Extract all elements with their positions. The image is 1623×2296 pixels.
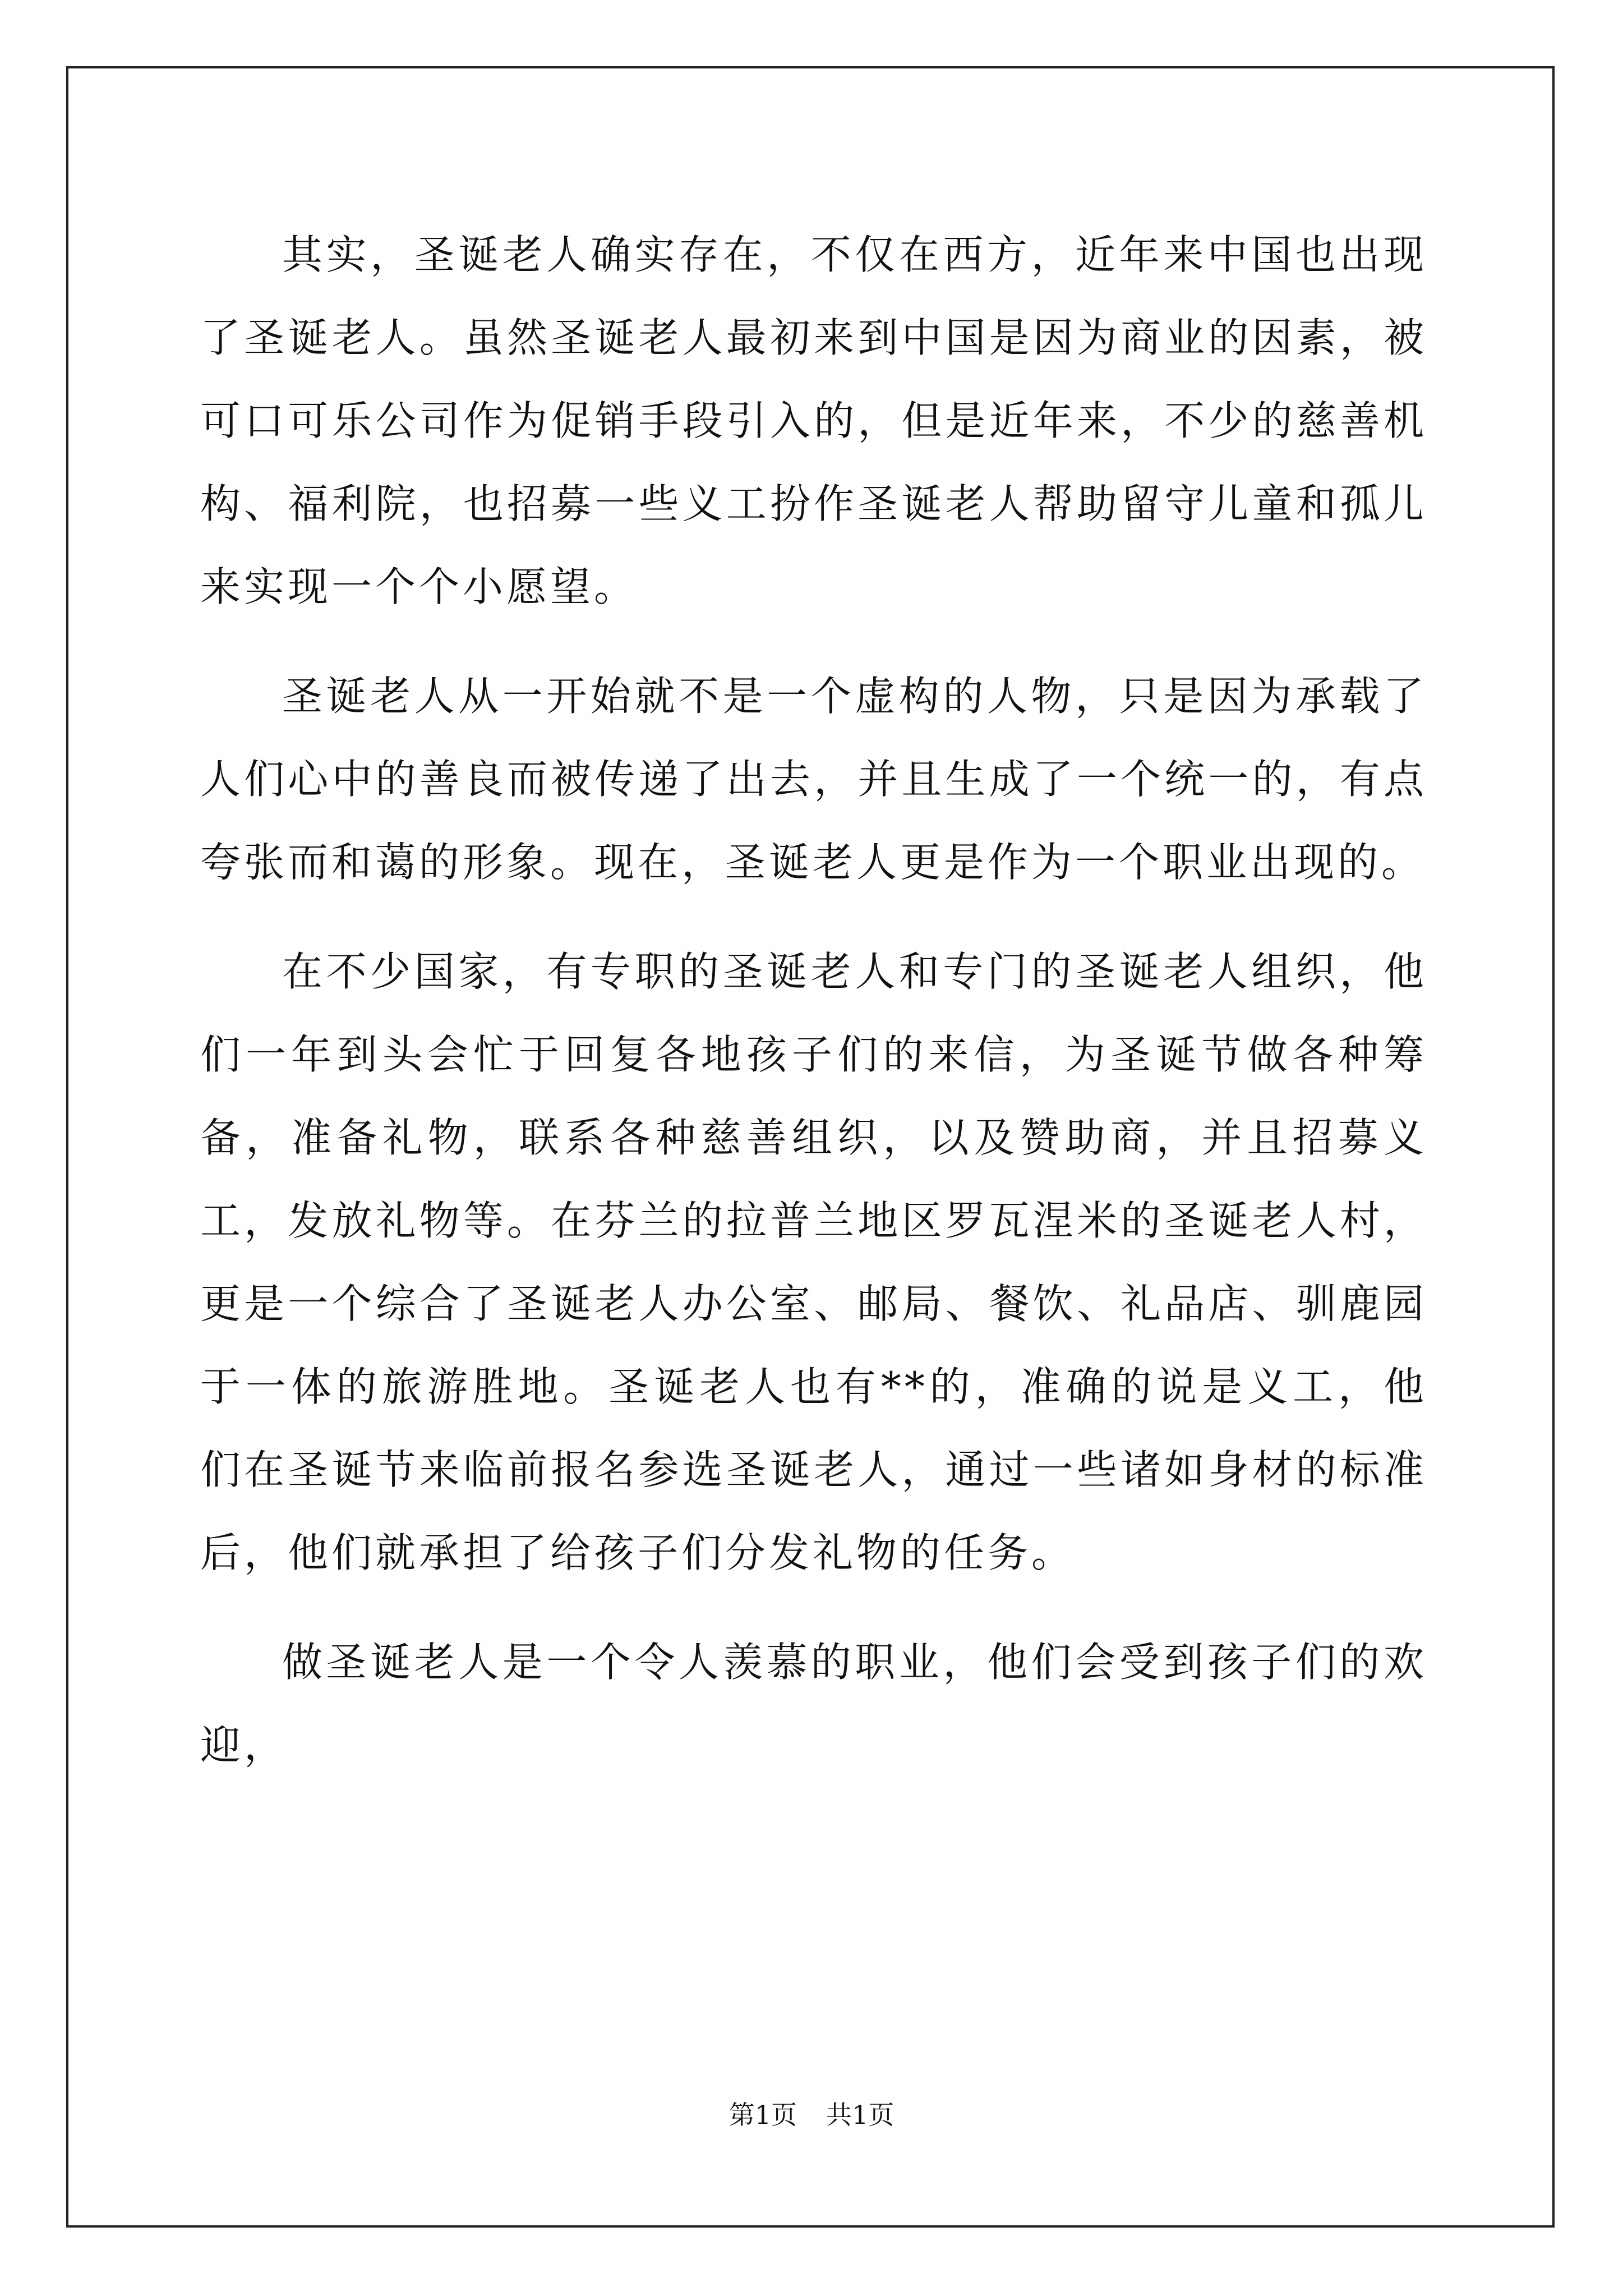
paragraph-2: 圣诞老人从一开始就不是一个虚构的人物，只是因为承载了人们心中的善良而被传递了出去，并且生成了一个统一的，有点夸张而和蔼的形象。现在，圣诞老人更是作为一个职业出现的。 <box>200 673 1427 886</box>
paragraph-3: 在不少国家，有专职的圣诞老人和专门的圣诞老人组织，他们一年到头会忙于回复各地孩子们的来信，为圣诞节做各种筹备，准备礼物，联系各种慈善组织，以及赞助商，并且招募义工，发放礼物等。在芬兰的拉普兰地区罗瓦涅米的圣诞老人村，更是一个综合了圣诞老人办公室、邮局、餐饮、礼品店、驯鹿园于一体的旅游胜地。圣诞老人也有**的，准确的说是义工，他们在圣诞节来临前报名参选圣诞老人，通过一些诸如身材的标准后，他们就承担了给孩子们分发礼物的任务。 <box>200 948 1427 1576</box>
page-number-current: 第1页 <box>728 2100 797 2130</box>
page-number-total: 共1页 <box>826 2100 895 2130</box>
page-footer <box>0 2098 1623 2132</box>
document-body <box>200 213 1427 1787</box>
paragraph-4: 做圣诞老人是一个令人羡慕的职业，他们会受到孩子们的欢迎， <box>200 1639 1427 1769</box>
paragraph-1: 其实，圣诞老人确实存在，不仅在西方，近年来中国也出现了圣诞老人。虽然圣诞老人最初来到中国是因为商业的因素，被可口可乐公司作为促销手段引入的，但是近年来，不少的慈善机构、福利院，也招募一些义工扮作圣诞老人帮助留守儿童和孤儿来实现一个个小愿望。 <box>200 231 1427 610</box>
